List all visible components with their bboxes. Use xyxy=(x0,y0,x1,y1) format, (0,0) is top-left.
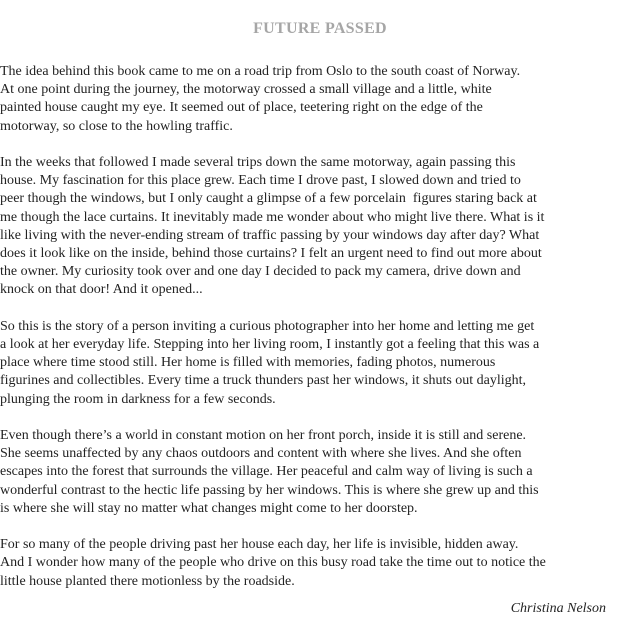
text-line: little house planted there motionless by the roadside. xyxy=(0,573,295,589)
text-line: does it look like on the inside, behind those curtains? I felt an urgent need to find out more about xyxy=(0,246,542,262)
text-line: is where she will stay no matter what changes might come to her doorstep. xyxy=(0,500,418,516)
text-line: like living with the never-ending stream of traffic passing by your windows day after day? What xyxy=(0,227,540,243)
text-line: plunging the room in darkness for a few seconds. xyxy=(0,391,276,407)
text-line: Even though there’s a world in constant motion on her front porch, inside it is still and serene. xyxy=(0,428,527,444)
text-line: place where time stood still. Her home is filled with memories, fading photos, numerous xyxy=(0,355,496,371)
paragraph-3 xyxy=(0,318,640,409)
text-line: a look at her everyday life. Stepping into her living room, I instantly got a feeling that this was a xyxy=(0,337,540,353)
paragraph-1 xyxy=(0,63,640,136)
text-line: She seems unaffected by any chaos outdoors and content with where she lives. And she often xyxy=(0,446,522,462)
text-line: And I wonder how many of the people who drive on this busy road take the time out to notice the xyxy=(0,555,546,571)
text-line: The idea behind this book came to me on a road trip from Oslo to the south coast of Norway. xyxy=(0,64,521,79)
text-line: In the weeks that followed I made several trips down the same motorway, again passing this xyxy=(0,155,516,170)
text-line: knock on that door! And it opened... xyxy=(0,282,203,298)
text-line: At one point during the journey, the motorway crossed a small village and a little, white xyxy=(0,82,492,98)
paragraph-5 xyxy=(0,536,640,591)
text-line: figurines and collectibles. Every time a truck thunders past her windows, it shuts out daylight, xyxy=(0,373,527,389)
text-line: painted house caught my eye. It seemed out of place, teetering right on the edge of the xyxy=(0,100,483,116)
essay-body xyxy=(0,63,640,609)
text-line: So this is the story of a person inviting a curious photographer into her home and letting me get xyxy=(0,318,535,334)
text-line: the owner. My curiosity took over and one day I decided to pack my camera, drive down and xyxy=(0,264,521,280)
text-line: me though the lace curtains. It inevitably made me wonder about who might live there. What is it xyxy=(0,209,545,225)
author-signature: Christina Nelson xyxy=(510,601,606,616)
text-line: motorway, so close to the howling traffic. xyxy=(0,118,233,134)
paragraph-2 xyxy=(0,154,640,300)
text-line: peer though the windows, but I only caught a glimpse of a few porcelain figures staring back at xyxy=(0,191,537,207)
text-line: house. My fascination for this place grew. Each time I drove past, I slowed down and tried to xyxy=(0,173,521,189)
text-line: wonderful contrast to the hectic life passing by her windows. This is where she grew up and this xyxy=(0,482,539,498)
text-line: escapes into the forest that surrounds the village. Her peaceful and calm way of living is such a xyxy=(0,464,533,480)
text-line: For so many of the people driving past her house each day, her life is invisible, hidden away. xyxy=(0,537,519,553)
page-title: FUTURE PASSED xyxy=(253,20,387,37)
paragraph-4 xyxy=(0,427,640,518)
